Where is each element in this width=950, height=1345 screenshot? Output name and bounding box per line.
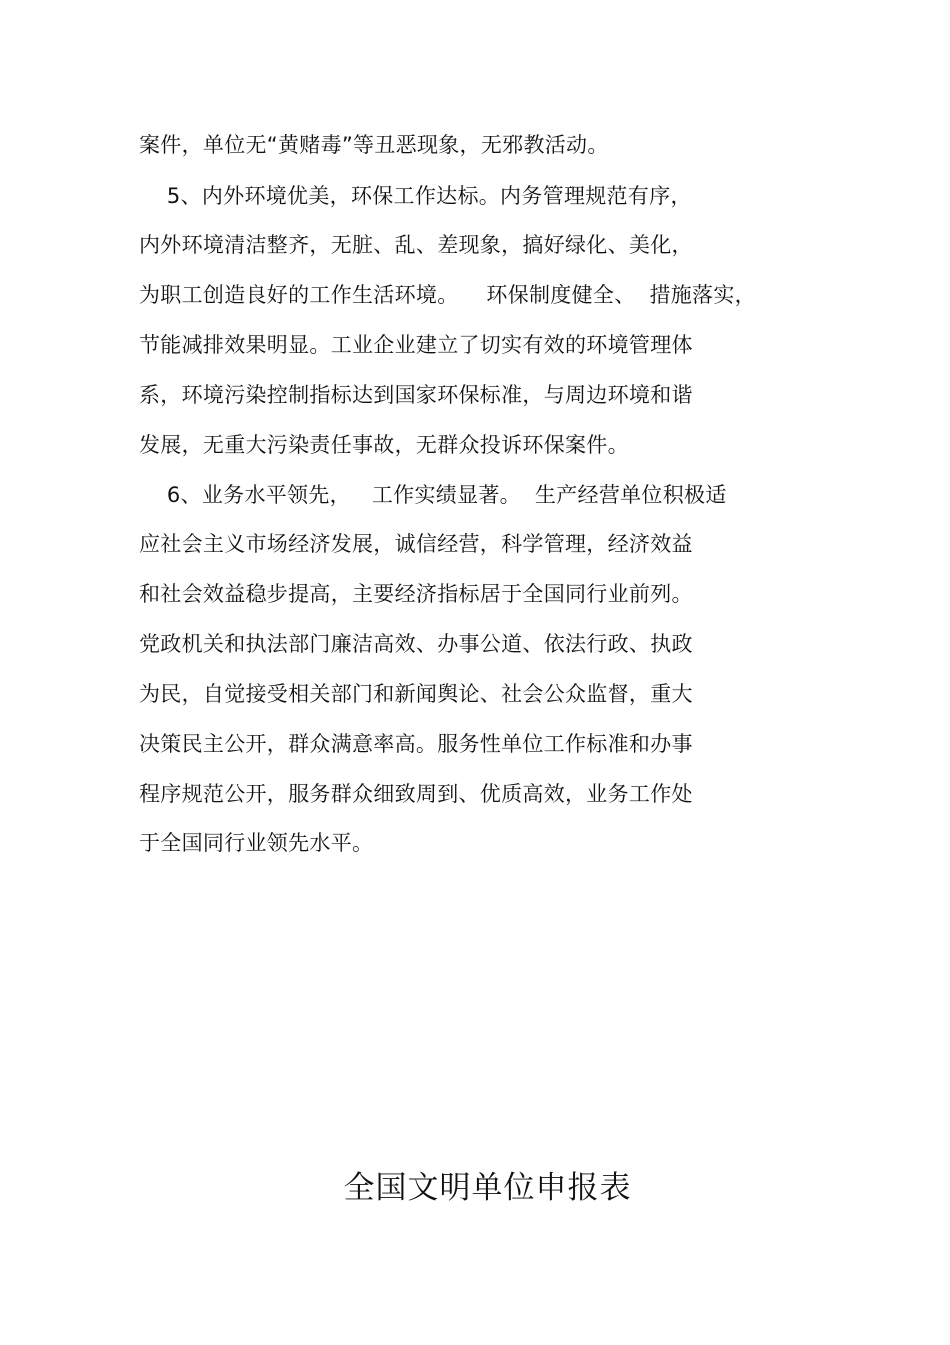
paragraph-line: 为职工创造良好的工作生活环境。 环保制度健全、 措施落实， <box>139 283 756 307</box>
paragraph-line: 内外环境清洁整齐，无脏、乱、差现象，搞好绿化、美化， <box>139 233 693 257</box>
paragraph-line: 系，环境污染控制指标达到国家环保标准，与周边环境和谐 <box>139 383 693 407</box>
paragraph-line: 和社会效益稳步提高，主要经济指标居于全国同行业前列。 <box>139 582 693 606</box>
paragraph-line: 发展，无重大污染责任事故，无群众投诉环保案件。 <box>139 433 629 457</box>
paragraph-line: 程序规范公开，服务群众细致周到、优质高效，业务工作处 <box>139 782 693 806</box>
paragraph-line: 6、业务水平领先， 工作实绩显著。 生产经营单位积极适 <box>139 483 727 507</box>
paragraph-line: 为民，自觉接受相关部门和新闻舆论、社会公众监督，重大 <box>139 682 693 706</box>
paragraph-line: 决策民主公开，群众满意率高。服务性单位工作标准和办事 <box>139 732 693 756</box>
paragraph-line: 党政机关和执法部门廉洁高效、办事公道、依法行政、执政 <box>139 632 693 656</box>
form-title: 全国文明单位申报表 <box>343 1170 632 1206</box>
paragraph-line: 5、内外环境优美，环保工作达标。内务管理规范有序， <box>139 184 692 208</box>
paragraph-line: 案件，单位无“黄赌毒”等丑恶现象，无邪教活动。 <box>139 133 609 157</box>
paragraph-line: 应社会主义市场经济发展，诚信经营，科学管理，经济效益 <box>139 532 693 556</box>
paragraph-line: 节能减排效果明显。工业企业建立了切实有效的环境管理体 <box>139 333 693 357</box>
paragraph-line: 于全国同行业领先水平。 <box>139 831 374 855</box>
